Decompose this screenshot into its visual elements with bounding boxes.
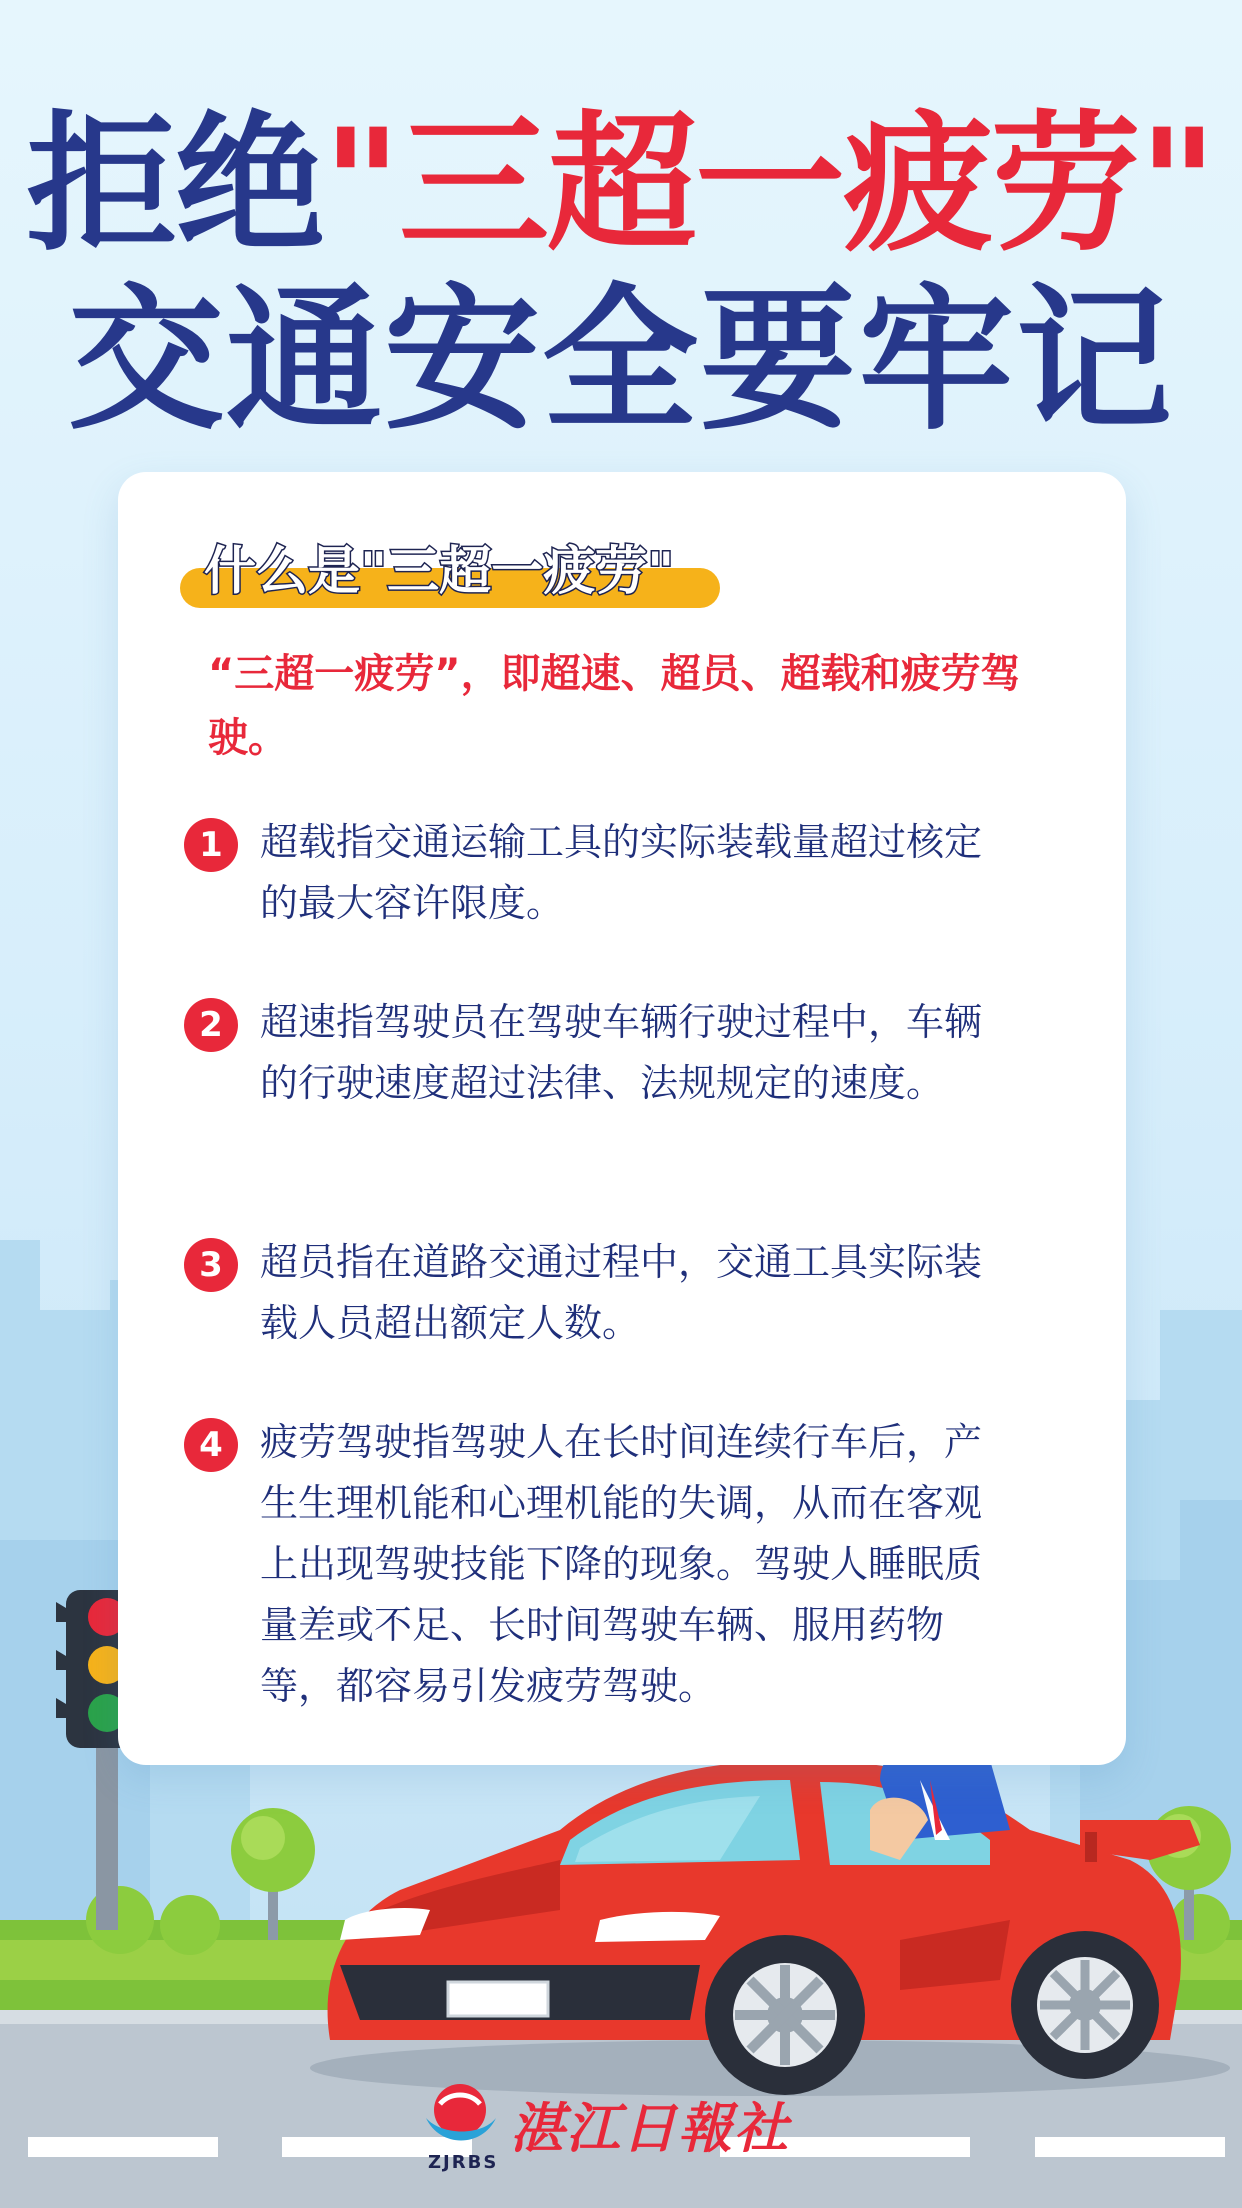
- item-number-badge: 3: [184, 1238, 238, 1292]
- publisher-name: 湛江日報社: [510, 2096, 790, 2160]
- definition-text: “三超一疲劳”，即超速、超员、超载和疲劳驾驶。: [208, 651, 1021, 761]
- item-number-badge: 2: [184, 998, 238, 1052]
- item-number-badge: 1: [184, 818, 238, 872]
- publisher-logo: [420, 2078, 790, 2178]
- item-text: 超速指驾驶员在驾驶车辆行驶过程中，车辆的行驶速度超过法律、法规规定的速度。: [260, 1000, 983, 1105]
- zjrbs-emblem-icon: [420, 2078, 500, 2154]
- title-line-2: 交通安全要牢记: [68, 269, 1174, 451]
- item-text: 超员指在道路交通过程中，交通工具实际装载人员超出额定人数。: [260, 1240, 983, 1345]
- item-text: 疲劳驾驶指驾驶人在长时间连续行车后，产生生理机能和心理机能的失调，从而在客观上出现驾驶技能下降的现象。驾驶人睡眠质量差或不足、长时间驾驶车辆、服用药物等，都容易引发疲劳驾驶。: [260, 1420, 983, 1708]
- item-number-badge: 4: [184, 1418, 238, 1472]
- info-card: [118, 472, 1126, 1765]
- poster-title: [0, 98, 1242, 451]
- section-title: 什么是"三超一疲劳": [204, 542, 675, 602]
- publisher-abbreviation: ZJRBS: [428, 2152, 499, 2173]
- title-highlight: "三超一疲劳": [322, 98, 1216, 272]
- item-text: 超载指交通运输工具的实际装载量超过核定的最大容许限度。: [260, 820, 983, 925]
- title-line-1: [0, 98, 1242, 272]
- title-prefix: 拒绝: [26, 98, 323, 272]
